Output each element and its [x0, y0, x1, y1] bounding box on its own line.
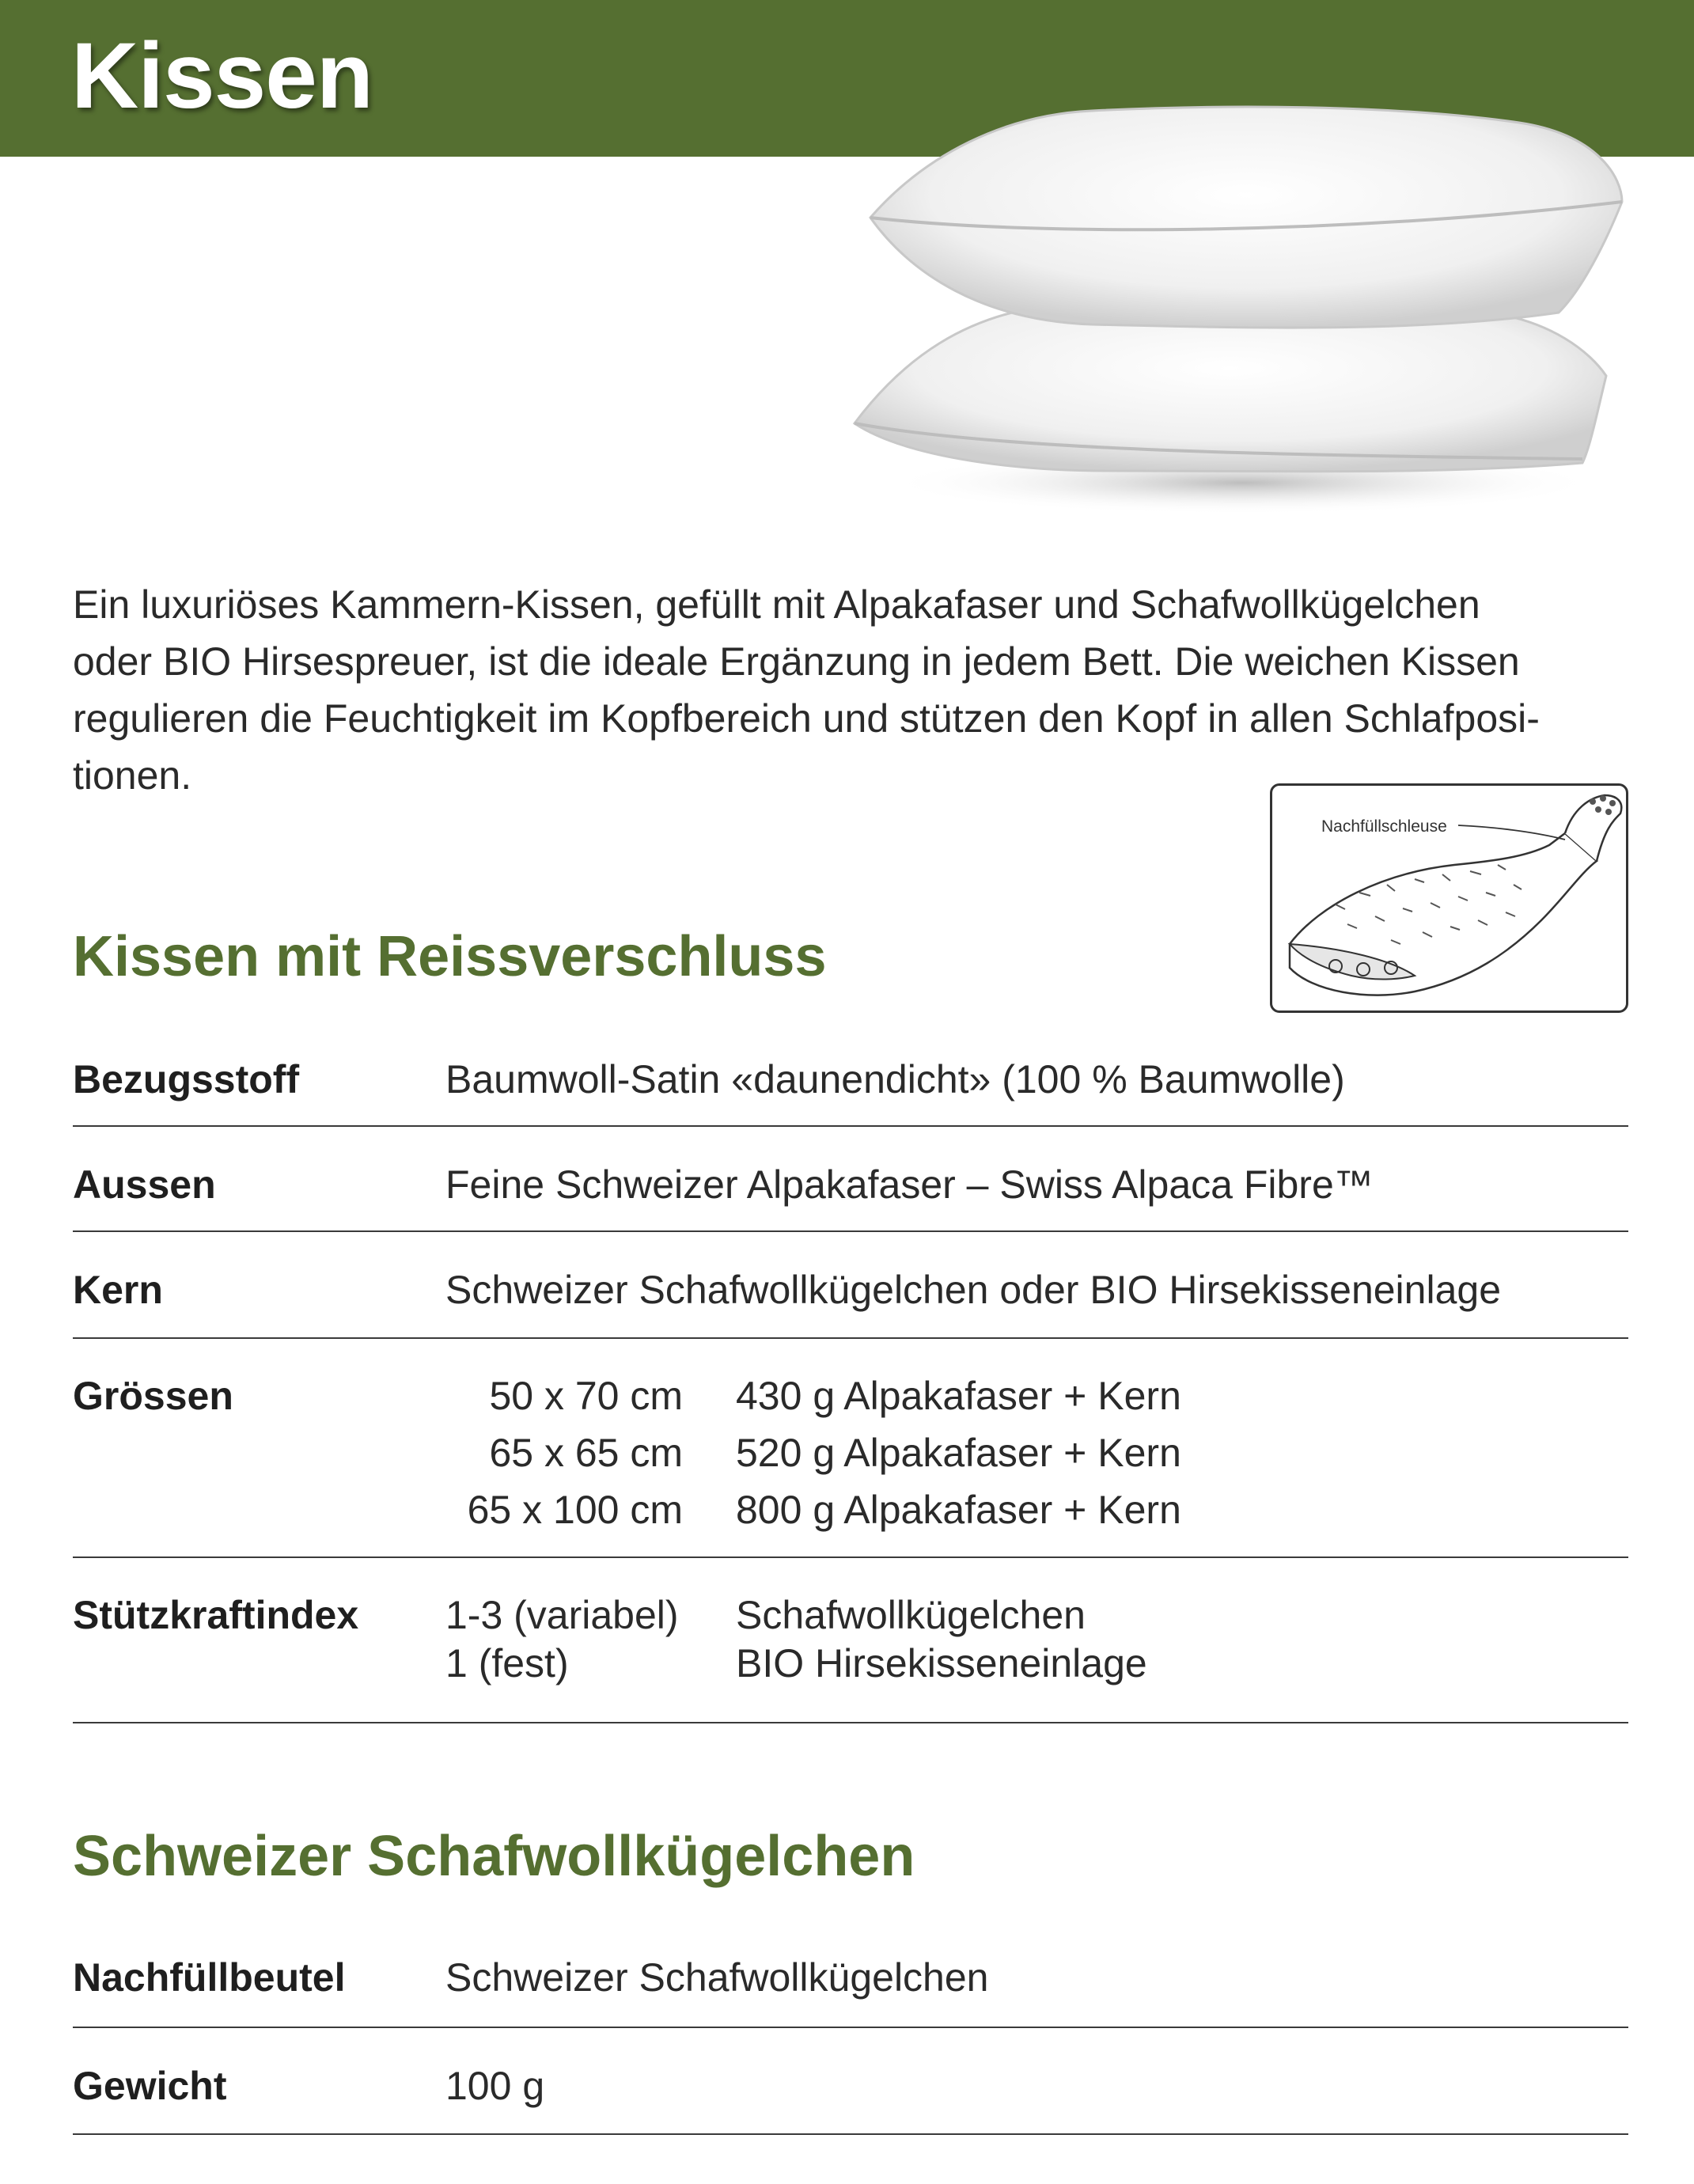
diagram-label: Nachfüllschleuse: [1321, 817, 1447, 836]
support-index-desc: Schafwollkügelchen: [736, 1593, 1086, 1637]
divider: [73, 1125, 1628, 1127]
divider: [73, 1556, 1628, 1558]
row-label-nachfuellbeutel: Nachfüllbeutel: [73, 1955, 346, 2000]
row-value-kern: Schweizer Schafwollkügelchen oder BIO Hirsekisseneinlage: [445, 1268, 1502, 1312]
row-label-kern: Kern: [73, 1268, 163, 1312]
refill-diagram: [1270, 783, 1628, 1013]
row-label-gewicht: Gewicht: [73, 2064, 227, 2108]
divider: [73, 2027, 1628, 2028]
intro-paragraph: Ein luxuriöses Kammern-Kissen, gefüllt mit Alpakafaser und Schafwollkügelchen oder BIO Hirsespreuer, ist die ideale Ergänzung in jedem Bett. Die weichen Kissen regulieren die Feuchtigkeit im Kopfbereich und stützen den Kopf in allen Schlafposi- tionen.: [73, 582, 1540, 798]
pillows-image: [807, 75, 1630, 518]
support-index-desc: BIO Hirsekisseneinlage: [736, 1641, 1147, 1685]
size-weight: 800 g Alpakafaser + Kern: [736, 1488, 1181, 1532]
row-value-aussen: Feine Schweizer Alpakafaser – Swiss Alpaca Fibre™: [445, 1162, 1374, 1207]
row-value-bezugsstoff: Baumwoll-Satin «daunendicht» (100 % Baumwolle): [445, 1057, 1345, 1101]
size-weight: 520 g Alpakafaser + Kern: [736, 1431, 1181, 1475]
section-heading-reissverschluss: Kissen mit Reissverschluss: [73, 925, 827, 988]
support-index-value: 1 (fest): [445, 1641, 569, 1685]
divider: [73, 1337, 1628, 1339]
size-value: 50 x 70 cm: [489, 1374, 683, 1418]
divider: [73, 1722, 1628, 1723]
row-label-stuetzkraftindex: Stützkraftindex: [73, 1593, 359, 1637]
row-label-aussen: Aussen: [73, 1162, 216, 1207]
size-weight: 430 g Alpakafaser + Kern: [736, 1374, 1181, 1418]
support-index-value: 1-3 (variabel): [445, 1593, 679, 1637]
page-title: Kissen: [71, 24, 373, 128]
divider: [73, 2133, 1628, 2135]
row-label-bezugsstoff: Bezugsstoff: [73, 1057, 300, 1101]
section-heading-schafwollkuegelchen: Schweizer Schafwollkügelchen: [73, 1825, 915, 1888]
divider: [73, 1230, 1628, 1232]
row-value-gewicht: 100 g: [445, 2064, 545, 2108]
size-value: 65 x 100 cm: [467, 1488, 683, 1532]
size-value: 65 x 65 cm: [489, 1431, 683, 1475]
row-label-groessen: Grössen: [73, 1374, 233, 1418]
row-value-nachfuellbeutel: Schweizer Schafwollkügelchen: [445, 1955, 989, 2000]
